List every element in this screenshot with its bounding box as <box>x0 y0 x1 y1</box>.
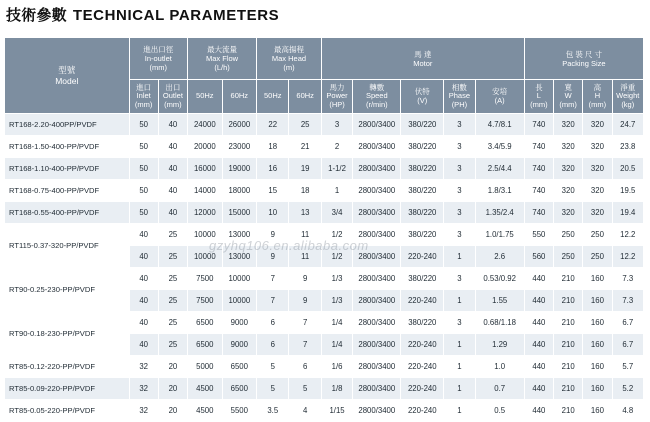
cell-amp: 0.7 <box>476 378 524 399</box>
cell-power: 1/2 <box>322 224 352 245</box>
cell-height: 160 <box>583 334 611 355</box>
cell-flow-60hz: 15000 <box>223 202 257 223</box>
cell-flow-60hz: 26000 <box>223 114 257 135</box>
cell-length: 560 <box>525 246 553 267</box>
cell-outlet: 40 <box>159 158 187 179</box>
cell-voltage: 220-240 <box>401 356 443 377</box>
cell-phase: 3 <box>444 268 474 289</box>
cell-head-50hz: 6 <box>257 334 288 355</box>
title-chinese: 技術參數 <box>6 7 67 24</box>
cell-flow-60hz: 6500 <box>223 356 257 377</box>
cell-outlet: 25 <box>159 290 187 311</box>
cell-width: 210 <box>554 356 582 377</box>
cell-model: RT85-0.12-220-PP/PVDF <box>5 356 129 377</box>
table-row <box>5 202 643 223</box>
cell-head-50hz: 15 <box>257 180 288 201</box>
cell-width: 210 <box>554 334 582 355</box>
cell-height: 320 <box>583 114 611 135</box>
cell-inlet: 50 <box>130 202 158 223</box>
cell-head-60hz: 5 <box>289 378 320 399</box>
cell-power: 1-1/2 <box>322 158 352 179</box>
cell-amp: 2.5/4.4 <box>476 158 524 179</box>
cell-outlet: 25 <box>159 246 187 267</box>
cell-model: RT168-1.50-400-PP/PVDF <box>5 136 129 157</box>
cell-power: 3 <box>322 114 352 135</box>
table-row <box>5 114 643 135</box>
cell-width: 210 <box>554 400 582 421</box>
cell-voltage: 220-240 <box>401 400 443 421</box>
cell-speed: 2800/3400 <box>353 268 400 289</box>
cell-flow-60hz: 6500 <box>223 378 257 399</box>
header-width: 寬 W (mm) <box>554 80 582 113</box>
cell-speed: 2800/3400 <box>353 334 400 355</box>
cell-head-50hz: 5 <box>257 378 288 399</box>
cell-weight: 4.8 <box>613 400 643 421</box>
cell-flow-50hz: 7500 <box>188 290 222 311</box>
cell-amp: 1.35/2.4 <box>476 202 524 223</box>
cell-speed: 2800/3400 <box>353 290 400 311</box>
cell-outlet: 20 <box>159 356 187 377</box>
cell-voltage: 380/220 <box>401 114 443 135</box>
cell-flow-50hz: 4500 <box>188 400 222 421</box>
table-row <box>5 400 643 421</box>
cell-amp: 2.6 <box>476 246 524 267</box>
technical-parameters-table <box>4 37 644 422</box>
cell-head-60hz: 11 <box>289 246 320 267</box>
cell-weight: 7.3 <box>613 268 643 289</box>
cell-voltage: 380/220 <box>401 180 443 201</box>
header-model: 型號 Model <box>5 38 129 113</box>
cell-flow-60hz: 23000 <box>223 136 257 157</box>
cell-head-60hz: 7 <box>289 312 320 333</box>
cell-voltage: 380/220 <box>401 268 443 289</box>
cell-phase: 3 <box>444 180 474 201</box>
cell-width: 320 <box>554 114 582 135</box>
cell-model: RT90-0.25-230-PP/PVDF <box>5 268 129 311</box>
cell-length: 440 <box>525 334 553 355</box>
cell-weight: 6.7 <box>613 312 643 333</box>
cell-flow-50hz: 16000 <box>188 158 222 179</box>
header-amp: 安培 (A) <box>476 80 524 113</box>
cell-head-50hz: 6 <box>257 312 288 333</box>
cell-width: 210 <box>554 378 582 399</box>
cell-flow-60hz: 10000 <box>223 268 257 289</box>
cell-amp: 0.68/1.18 <box>476 312 524 333</box>
cell-width: 320 <box>554 180 582 201</box>
cell-height: 160 <box>583 312 611 333</box>
cell-amp: 1.0 <box>476 356 524 377</box>
cell-speed: 2800/3400 <box>353 158 400 179</box>
cell-outlet: 40 <box>159 136 187 157</box>
cell-height: 160 <box>583 290 611 311</box>
table-row <box>5 312 643 333</box>
cell-model: RT115-0.37-320-PP/PVDF <box>5 224 129 267</box>
cell-height: 320 <box>583 158 611 179</box>
cell-phase: 1 <box>444 246 474 267</box>
cell-phase: 1 <box>444 378 474 399</box>
cell-inlet: 32 <box>130 378 158 399</box>
cell-flow-50hz: 6500 <box>188 334 222 355</box>
cell-voltage: 380/220 <box>401 224 443 245</box>
cell-model: RT168-0.75-400-PP/PVDF <box>5 180 129 201</box>
cell-outlet: 40 <box>159 180 187 201</box>
cell-height: 320 <box>583 202 611 223</box>
cell-model: RT85-0.09-220-PP/PVDF <box>5 378 129 399</box>
cell-flow-60hz: 13000 <box>223 246 257 267</box>
header-power: 馬力 Power (HP) <box>322 80 352 113</box>
header-outlet: 出口 Outlet (mm) <box>159 80 187 113</box>
cell-weight: 5.2 <box>613 378 643 399</box>
cell-flow-60hz: 19000 <box>223 158 257 179</box>
cell-height: 320 <box>583 180 611 201</box>
cell-outlet: 20 <box>159 400 187 421</box>
cell-head-50hz: 10 <box>257 202 288 223</box>
header-inoutlet: 進出口徑 In-outlet (mm) <box>130 38 188 79</box>
header-head-50hz: 50Hz <box>257 80 288 113</box>
header-weight: 淨重 Weight (kg) <box>613 80 643 113</box>
cell-flow-60hz: 9000 <box>223 312 257 333</box>
cell-power: 1/3 <box>322 290 352 311</box>
table-row <box>5 180 643 201</box>
cell-voltage: 380/220 <box>401 136 443 157</box>
cell-weight: 23.8 <box>613 136 643 157</box>
cell-length: 740 <box>525 114 553 135</box>
cell-length: 440 <box>525 312 553 333</box>
header-head-60hz: 60Hz <box>289 80 320 113</box>
cell-phase: 3 <box>444 202 474 223</box>
cell-phase: 3 <box>444 136 474 157</box>
cell-head-60hz: 9 <box>289 268 320 289</box>
cell-head-60hz: 25 <box>289 114 320 135</box>
cell-flow-60hz: 10000 <box>223 290 257 311</box>
cell-flow-50hz: 7500 <box>188 268 222 289</box>
cell-model: RT90-0.18-230-PP/PVDF <box>5 312 129 355</box>
cell-power: 3/4 <box>322 202 352 223</box>
cell-outlet: 25 <box>159 268 187 289</box>
cell-head-50hz: 18 <box>257 136 288 157</box>
page-title <box>6 4 279 26</box>
cell-inlet: 40 <box>130 246 158 267</box>
header-phase: 相數 Phase (PH) <box>444 80 474 113</box>
cell-flow-50hz: 10000 <box>188 224 222 245</box>
cell-width: 250 <box>554 224 582 245</box>
header-maxflow: 最大流量 Max Flow (L/h) <box>188 38 256 79</box>
cell-phase: 3 <box>444 224 474 245</box>
cell-outlet: 25 <box>159 224 187 245</box>
cell-weight: 19.4 <box>613 202 643 223</box>
cell-inlet: 40 <box>130 334 158 355</box>
cell-power: 1 <box>322 180 352 201</box>
cell-head-60hz: 21 <box>289 136 320 157</box>
cell-voltage: 380/220 <box>401 202 443 223</box>
cell-voltage: 220-240 <box>401 334 443 355</box>
cell-head-50hz: 3.5 <box>257 400 288 421</box>
cell-head-50hz: 9 <box>257 224 288 245</box>
cell-outlet: 25 <box>159 312 187 333</box>
table-body <box>5 114 643 421</box>
header-packing-size: 包 裝 尺 寸 Packing Size <box>525 38 643 79</box>
cell-power: 1/4 <box>322 334 352 355</box>
cell-width: 320 <box>554 202 582 223</box>
cell-voltage: 220-240 <box>401 246 443 267</box>
cell-length: 550 <box>525 224 553 245</box>
header-length: 長 L (mm) <box>525 80 553 113</box>
cell-head-60hz: 6 <box>289 356 320 377</box>
table-row <box>5 378 643 399</box>
cell-flow-50hz: 20000 <box>188 136 222 157</box>
cell-power: 1/4 <box>322 312 352 333</box>
table-row <box>5 268 643 289</box>
header-flow-50hz: 50Hz <box>188 80 222 113</box>
table-row <box>5 136 643 157</box>
cell-height: 160 <box>583 378 611 399</box>
cell-voltage: 220-240 <box>401 378 443 399</box>
header-voltage: 伏特 (V) <box>401 80 443 113</box>
cell-outlet: 20 <box>159 378 187 399</box>
cell-model: RT168-0.55-400-PP/PVDF <box>5 202 129 223</box>
cell-height: 320 <box>583 136 611 157</box>
header-maxhead: 最高揚程 Max Head (m) <box>257 38 321 79</box>
cell-head-50hz: 7 <box>257 268 288 289</box>
cell-flow-60hz: 9000 <box>223 334 257 355</box>
table-row <box>5 158 643 179</box>
header-flow-60hz: 60Hz <box>223 80 257 113</box>
cell-height: 250 <box>583 224 611 245</box>
cell-weight: 5.7 <box>613 356 643 377</box>
table-header <box>5 38 643 113</box>
cell-length: 440 <box>525 400 553 421</box>
cell-outlet: 40 <box>159 202 187 223</box>
cell-amp: 4.7/8.1 <box>476 114 524 135</box>
cell-inlet: 50 <box>130 114 158 135</box>
cell-height: 160 <box>583 356 611 377</box>
cell-weight: 12.2 <box>613 246 643 267</box>
cell-phase: 1 <box>444 400 474 421</box>
cell-inlet: 40 <box>130 224 158 245</box>
cell-outlet: 40 <box>159 114 187 135</box>
cell-width: 210 <box>554 290 582 311</box>
cell-amp: 1.55 <box>476 290 524 311</box>
cell-amp: 3.4/5.9 <box>476 136 524 157</box>
cell-inlet: 50 <box>130 180 158 201</box>
cell-model: RT85-0.05-220-PP/PVDF <box>5 400 129 421</box>
cell-flow-60hz: 13000 <box>223 224 257 245</box>
cell-model: RT168-2.20-400PP/PVDF <box>5 114 129 135</box>
cell-head-50hz: 5 <box>257 356 288 377</box>
cell-flow-50hz: 6500 <box>188 312 222 333</box>
cell-head-60hz: 7 <box>289 334 320 355</box>
cell-head-50hz: 7 <box>257 290 288 311</box>
cell-inlet: 40 <box>130 290 158 311</box>
cell-amp: 1.8/3.1 <box>476 180 524 201</box>
cell-length: 740 <box>525 158 553 179</box>
cell-phase: 1 <box>444 356 474 377</box>
header-motor: 馬 達 Motor <box>322 38 524 79</box>
cell-flow-50hz: 12000 <box>188 202 222 223</box>
cell-height: 250 <box>583 246 611 267</box>
cell-voltage: 380/220 <box>401 158 443 179</box>
cell-power: 1/2 <box>322 246 352 267</box>
cell-phase: 1 <box>444 290 474 311</box>
cell-flow-50hz: 10000 <box>188 246 222 267</box>
cell-speed: 2800/3400 <box>353 378 400 399</box>
cell-flow-60hz: 5500 <box>223 400 257 421</box>
cell-flow-50hz: 14000 <box>188 180 222 201</box>
cell-flow-50hz: 5000 <box>188 356 222 377</box>
cell-power: 2 <box>322 136 352 157</box>
cell-speed: 2800/3400 <box>353 356 400 377</box>
cell-length: 440 <box>525 268 553 289</box>
header-inlet: 進口 Inlet (mm) <box>130 80 158 113</box>
cell-width: 320 <box>554 136 582 157</box>
cell-amp: 1.0/1.75 <box>476 224 524 245</box>
cell-head-60hz: 19 <box>289 158 320 179</box>
cell-head-60hz: 9 <box>289 290 320 311</box>
header-height: 高 H (mm) <box>583 80 611 113</box>
cell-length: 440 <box>525 356 553 377</box>
cell-inlet: 40 <box>130 312 158 333</box>
cell-outlet: 25 <box>159 334 187 355</box>
table-row <box>5 356 643 377</box>
cell-height: 160 <box>583 400 611 421</box>
cell-length: 740 <box>525 202 553 223</box>
cell-inlet: 40 <box>130 268 158 289</box>
cell-width: 210 <box>554 312 582 333</box>
cell-weight: 20.5 <box>613 158 643 179</box>
cell-head-60hz: 11 <box>289 224 320 245</box>
cell-phase: 3 <box>444 158 474 179</box>
header-speed: 轉數 Speed (r/min) <box>353 80 400 113</box>
cell-head-60hz: 4 <box>289 400 320 421</box>
cell-speed: 2800/3400 <box>353 202 400 223</box>
cell-voltage: 220-240 <box>401 290 443 311</box>
cell-length: 740 <box>525 180 553 201</box>
cell-speed: 2800/3400 <box>353 180 400 201</box>
parameters-table-wrap <box>4 37 644 417</box>
cell-power: 1/15 <box>322 400 352 421</box>
cell-power: 1/6 <box>322 356 352 377</box>
cell-length: 440 <box>525 290 553 311</box>
cell-speed: 2800/3400 <box>353 312 400 333</box>
cell-inlet: 32 <box>130 400 158 421</box>
cell-weight: 19.5 <box>613 180 643 201</box>
cell-inlet: 50 <box>130 136 158 157</box>
cell-head-60hz: 13 <box>289 202 320 223</box>
cell-height: 160 <box>583 268 611 289</box>
cell-weight: 6.7 <box>613 334 643 355</box>
cell-width: 210 <box>554 268 582 289</box>
cell-flow-50hz: 24000 <box>188 114 222 135</box>
cell-head-50hz: 22 <box>257 114 288 135</box>
watermark: gzyhq106.en.alibaba.com <box>209 238 369 253</box>
cell-speed: 2800/3400 <box>353 136 400 157</box>
cell-inlet: 32 <box>130 356 158 377</box>
cell-amp: 0.5 <box>476 400 524 421</box>
cell-speed: 2800/3400 <box>353 400 400 421</box>
cell-weight: 12.2 <box>613 224 643 245</box>
cell-voltage: 380/220 <box>401 312 443 333</box>
cell-weight: 7.3 <box>613 290 643 311</box>
cell-head-60hz: 18 <box>289 180 320 201</box>
cell-amp: 0.53/0.92 <box>476 268 524 289</box>
cell-head-50hz: 16 <box>257 158 288 179</box>
cell-flow-60hz: 18000 <box>223 180 257 201</box>
cell-speed: 2800/3400 <box>353 224 400 245</box>
cell-head-50hz: 9 <box>257 246 288 267</box>
cell-width: 320 <box>554 158 582 179</box>
cell-inlet: 50 <box>130 158 158 179</box>
cell-width: 250 <box>554 246 582 267</box>
table-row <box>5 224 643 245</box>
cell-phase: 1 <box>444 334 474 355</box>
cell-weight: 24.7 <box>613 114 643 135</box>
cell-model: RT168-1.10-400-PP/PVDF <box>5 158 129 179</box>
cell-length: 740 <box>525 136 553 157</box>
cell-flow-50hz: 4500 <box>188 378 222 399</box>
cell-phase: 3 <box>444 114 474 135</box>
cell-amp: 1.29 <box>476 334 524 355</box>
cell-speed: 2800/3400 <box>353 114 400 135</box>
cell-phase: 3 <box>444 312 474 333</box>
cell-power: 1/3 <box>322 268 352 289</box>
cell-length: 440 <box>525 378 553 399</box>
title-english: TECHNICAL PARAMETERS <box>72 7 280 24</box>
cell-power: 1/8 <box>322 378 352 399</box>
cell-speed: 2800/3400 <box>353 246 400 267</box>
